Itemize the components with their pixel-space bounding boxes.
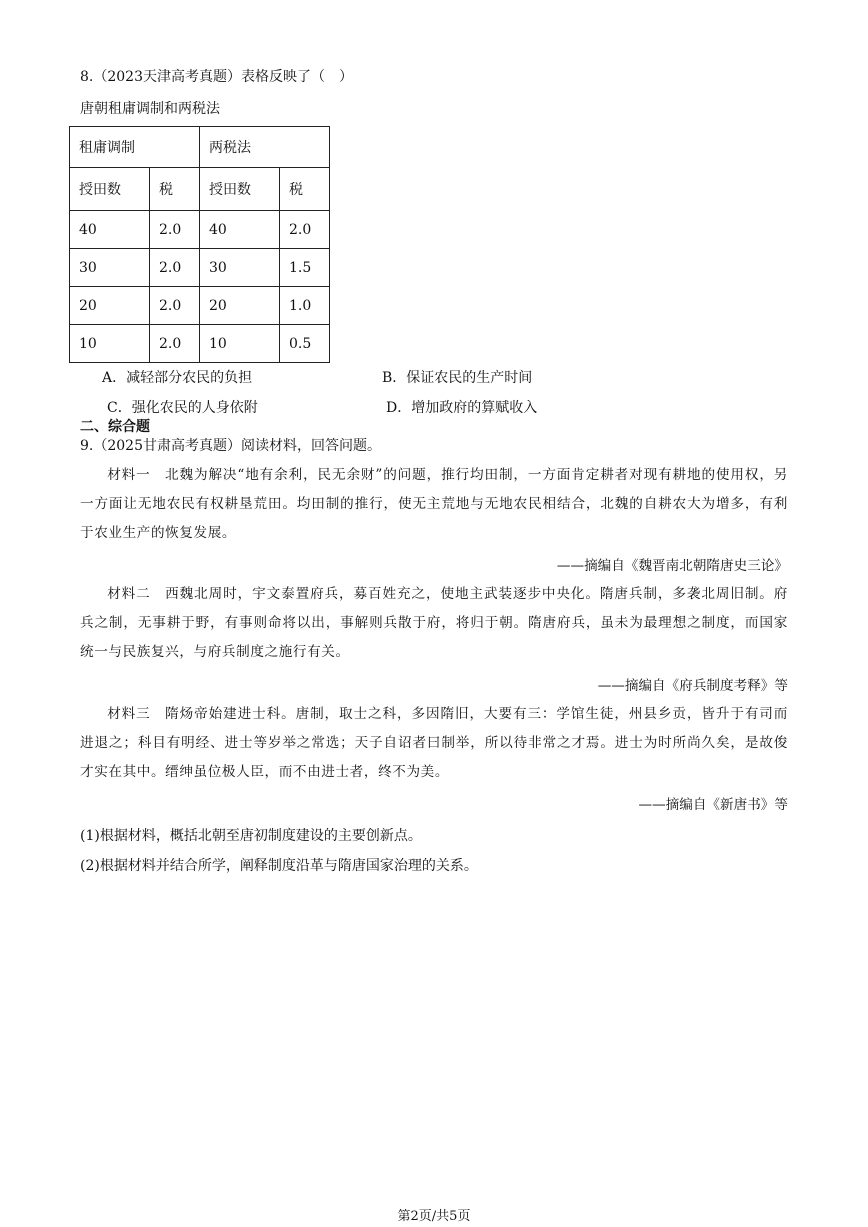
material-1: 材料一 北魏为解决“地有余利，民无余财”的问题，推行均田制，一方面肯定耕者对现有耕地的使用权，另一方面让无地农民有权耕垦荒田。均田制的推行，使无主荒地与无地农民相结合，北魏的自耕农大为增多，有利于农业生产的恢复发展。 <box>80 467 788 541</box>
table-header-row <box>70 127 330 168</box>
table-cell: 20 <box>70 287 150 325</box>
table-cell: 40 <box>70 211 150 249</box>
option-a: A．减轻部分农民的负担 <box>102 370 253 386</box>
section-heading: 二、综合题 <box>80 419 150 435</box>
source-3: ——摘编自《新唐书》等 <box>638 797 788 813</box>
subheader-cell: 税 <box>280 168 330 211</box>
option-b: B．保证农民的生产时间 <box>382 370 533 386</box>
material-2: 材料二 西魏北周时，宇文泰置府兵，募百姓充之，使地主武装逐步中央化。隋唐兵制，多袭北周旧制。府兵之制，无事耕于野，有事则命将以出，事解则兵散于府，将归于朝。隋唐府兵，虽未为最理想之制度，而国家统一与民族复兴，与府兵制度之施行有关。 <box>80 586 788 660</box>
subheader-cell: 授田数 <box>70 168 150 211</box>
subheader-cell: 授田数 <box>200 168 280 211</box>
sub-question-2: (2)根据材料并结合所学，阐释制度沿革与隋唐国家治理的关系。 <box>80 858 478 874</box>
table-cell: 1.0 <box>280 287 330 325</box>
source-1: ——摘编自《魏晋南北朝隋唐史三论》 <box>556 558 788 574</box>
header-liangshuifa: 两税法 <box>200 127 330 168</box>
table-cell: 20 <box>200 287 280 325</box>
table-cell: 40 <box>200 211 280 249</box>
table-cell: 2.0 <box>150 325 200 363</box>
table-cell: 2.0 <box>150 287 200 325</box>
table-cell: 2.0 <box>150 211 200 249</box>
table-cell: 10 <box>70 325 150 363</box>
table-cell: 0.5 <box>280 325 330 363</box>
tax-comparison-table <box>69 126 330 363</box>
page-number: 第2页/共5页 <box>397 1209 471 1224</box>
subheader-cell: 税 <box>150 168 200 211</box>
source-2: ——摘编自《府兵制度考释》等 <box>597 678 788 694</box>
table-row <box>70 211 330 249</box>
table-title: 唐朝租庸调制和两税法 <box>80 101 220 117</box>
question-9-stem: 9.（2025甘肃高考真题）阅读材料，回答问题。 <box>80 438 381 454</box>
table-cell: 30 <box>70 249 150 287</box>
table-subheader-row <box>70 168 330 211</box>
table-cell: 2.0 <box>150 249 200 287</box>
header-zuyongdiao: 租庸调制 <box>70 127 200 168</box>
question-8-stem: 8.（2023天津高考真题）表格反映了（ ） <box>80 69 353 85</box>
option-c: C．强化农民的人身依附 <box>107 400 258 416</box>
table-cell: 1.5 <box>280 249 330 287</box>
material-3: 材料三 隋炀帝始建进士科。唐制，取士之科，多因隋旧，大要有三：学馆生徒，州县乡贡，皆升于有司而进退之；科目有明经、进士等岁举之常选；天子自诏者曰制举，所以待非常之才焉。进士为时所尚久矣，是故俊才实在其中。缙绅虽位极人臣，而不由进士者，终不为美。 <box>80 706 788 780</box>
table-cell: 10 <box>200 325 280 363</box>
sub-question-1: (1)根据材料，概括北朝至唐初制度建设的主要创新点。 <box>80 828 422 844</box>
table-row <box>70 249 330 287</box>
table-row <box>70 287 330 325</box>
option-d: D．增加政府的算赋收入 <box>386 400 538 416</box>
table-cell: 30 <box>200 249 280 287</box>
table-row <box>70 325 330 363</box>
table-cell: 2.0 <box>280 211 330 249</box>
